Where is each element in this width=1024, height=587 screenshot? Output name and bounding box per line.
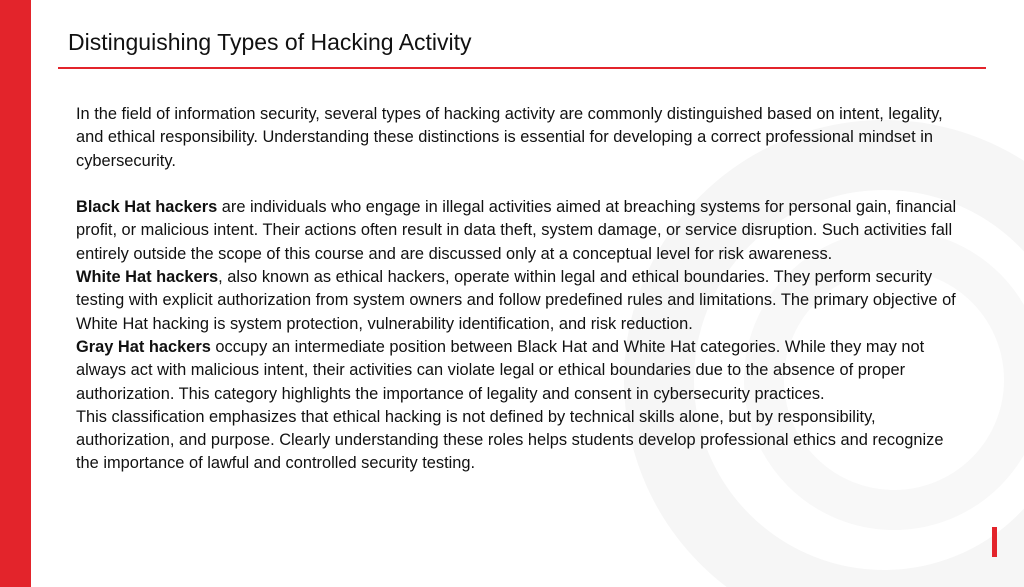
gray-hat-description: occupy an intermediate position between Black Hat and White Hat categories. While they may not always act with malicious intent, their activities can violate legal or ethical boundaries due to the absence of proper authorization. This category highlights the importance of legality and consent in cybersecurity practices. <box>76 337 925 403</box>
paragraph-spacer <box>76 173 966 196</box>
conclusion-paragraph: This classification emphasizes that ethical hacking is not defined by technical skills alone, but by responsibility, authorization, and purpose. Clearly understanding these roles helps students develop professional ethics and recognize the importance of lawful and controlled security testing. <box>76 407 944 473</box>
black-hat-term: Black Hat hackers <box>76 198 218 217</box>
title-divider <box>58 67 986 69</box>
gray-hat-paragraph <box>76 336 966 406</box>
white-hat-term: White Hat hackers <box>76 268 219 287</box>
slide-body <box>76 103 966 476</box>
left-accent-bar <box>0 0 31 587</box>
gray-hat-term: Gray Hat hackers <box>76 337 211 356</box>
black-hat-description: are individuals who engage in illegal activities aimed at breaching systems for personal gain, financial profit, or malicious intent. Their actions often result in data theft, system damage, or service disruption. Such activities fall entirely outside the scope of this course and are discussed only at a conceptual level for risk awareness. <box>76 198 957 263</box>
intro-paragraph: In the field of information security, several types of hacking activity are commonly distinguished based on intent, legality, and ethical responsibility. Understanding these distinctions is essential for developing a correct professional mindset in cybersecurity. <box>76 105 943 170</box>
slide-title: Distinguishing Types of Hacking Activity <box>68 29 472 55</box>
black-hat-paragraph <box>76 196 966 266</box>
white-hat-paragraph <box>76 266 966 336</box>
corner-accent-mark <box>992 527 997 557</box>
white-hat-description: , also known as ethical hackers, operate within legal and ethical boundaries. They perform security testing with explicit authorization from system owners and follow predefined rules and limitations. The primary objective of White Hat hacking is system protection, vulnerability identification, and risk reduction. <box>76 268 956 333</box>
